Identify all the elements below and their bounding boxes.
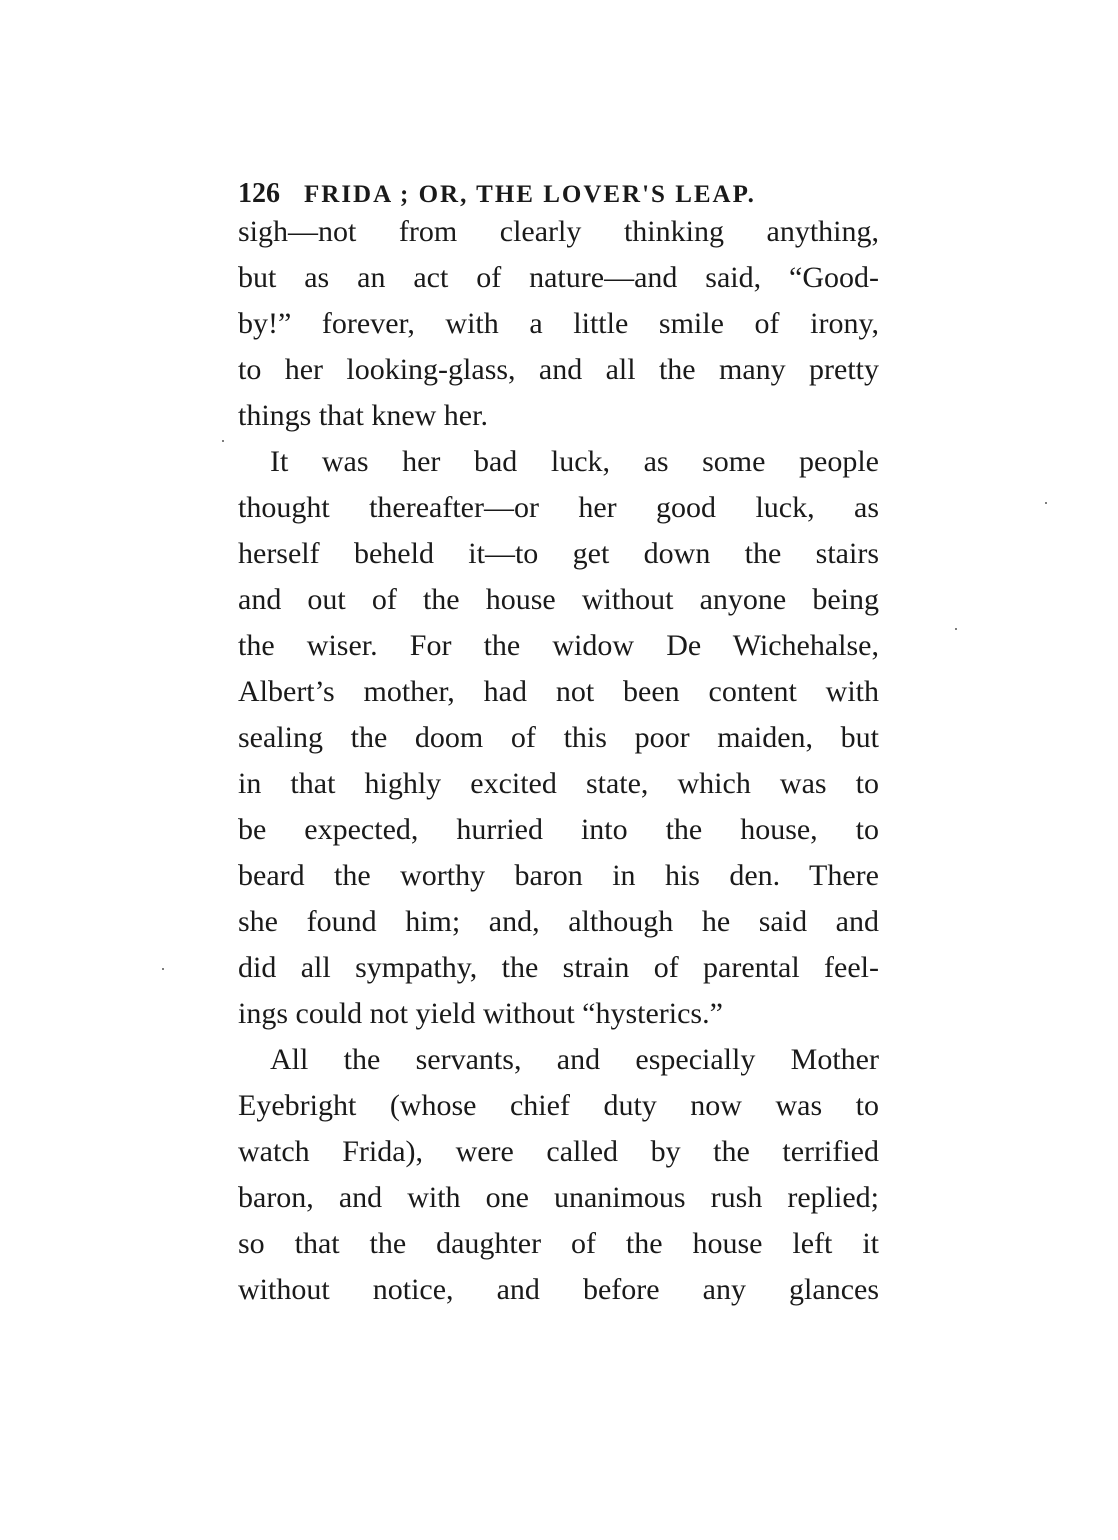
text-line: and out of the house without anyone being — [238, 583, 879, 616]
text-line: Eyebright (whose chief duty now was to — [238, 1089, 879, 1122]
text-line: in that highly excited state, which was to — [238, 767, 879, 800]
scan-speck — [222, 440, 224, 442]
text-line: It was her bad luck, as some people — [270, 445, 879, 478]
scan-speck — [1045, 502, 1047, 504]
text-line: sealing the doom of this poor maiden, but — [238, 721, 879, 754]
text-line: but as an act of nature—and said, “Good- — [238, 261, 879, 294]
text-line: sigh—not from clearly thinking anything, — [238, 215, 879, 248]
text-line: by!” forever, with a little smile of irony, — [238, 307, 879, 340]
text-line: without notice, and before any glances — [238, 1273, 879, 1306]
text-line: Albert’s mother, had not been content with — [238, 675, 879, 708]
text-line: to her looking-glass, and all the many pretty — [238, 353, 879, 386]
text-line: be expected, hurried into the house, to — [238, 813, 879, 846]
running-title: FRIDA ; OR, THE LOVER'S LEAP. — [304, 181, 756, 208]
text-line: baron, and with one unanimous rush replied; — [238, 1181, 879, 1214]
text-line: herself beheld it—to get down the stairs — [238, 537, 879, 570]
text-line: so that the daughter of the house left it — [238, 1227, 879, 1260]
text-line: the wiser. For the widow De Wichehalse, — [238, 629, 879, 662]
text-line: ings could not yield without “hysterics.” — [238, 997, 723, 1030]
text-line: did all sympathy, the strain of parental feel- — [238, 951, 879, 984]
page-number: 126 — [238, 178, 280, 209]
text-line: All the servants, and especially Mother — [270, 1043, 879, 1076]
scan-speck — [162, 968, 164, 970]
scan-speck — [955, 628, 957, 630]
text-line: watch Frida), were called by the terrified — [238, 1135, 879, 1168]
text-line: she found him; and, although he said and — [238, 905, 879, 938]
text-line: things that knew her. — [238, 399, 488, 432]
text-line: beard the worthy baron in his den. There — [238, 859, 879, 892]
text-line: thought thereafter—or her good luck, as — [238, 491, 879, 524]
body-text — [238, 209, 879, 1313]
